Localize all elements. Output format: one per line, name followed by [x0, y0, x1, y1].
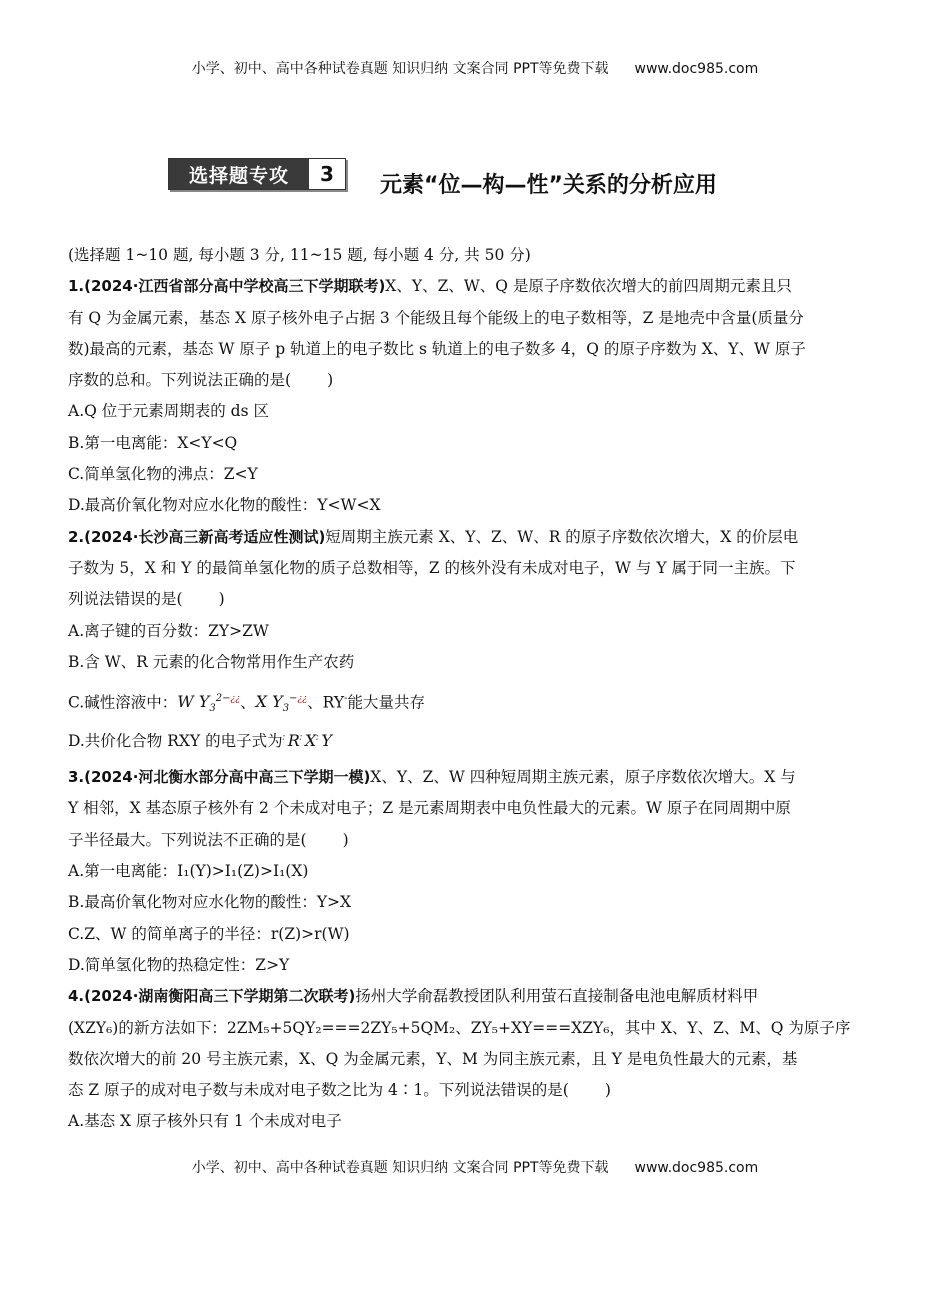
- q1-option-b: B.第一电离能：X<Y<Q: [68, 433, 238, 452]
- electron-formula: : R : X : Y: [283, 731, 332, 750]
- q3-line-1: 3.(2024·河北衡水部分高中高三下学期一模)X、Y、Z、W 四种短周期主族元素，原子序数依次增大。X 与: [68, 768, 796, 787]
- question-list: [68, 240, 883, 1138]
- q4-line-2: (XZY₆)的新方法如下：2ZM₅+5QY₂===2ZY₅+5QM₂、ZY₅+XY===XZY₆，其中 X、Y、Z、M、Q 为原子序: [68, 1018, 851, 1037]
- q1-source: 1.(2024·江西省部分高中学校高三下学期联考): [68, 277, 386, 296]
- header-text: 小学、初中、高中各种试卷真题 知识归纳 文案合同 PPT等免费下载: [191, 61, 609, 77]
- q1-option-d: D.最高价氧化物对应水化物的酸性：Y<W<X: [68, 496, 381, 515]
- q2-line-3: 列说法错误的是( ): [68, 590, 225, 609]
- q1-line-1: 1.(2024·江西省部分高中学校高三下学期联考)X、Y、Z、W、Q 是原子序数依次增大的前四周期元素且只: [68, 277, 792, 296]
- q1-line-3: 数)最高的元素，基态 W 原子 p 轨道上的电子数比 s 轨道上的电子数多 4，Q 的原子序数为 X、Y、W 原子: [68, 339, 806, 358]
- badge-label: 选择题专攻: [169, 159, 309, 189]
- page-footer: [0, 1157, 950, 1177]
- q3-option-b: B.最高价氧化物对应水化物的酸性：Y>X: [68, 893, 352, 912]
- intro-line: (选择题 1~10 题, 每小题 3 分, 11~15 题, 每小题 4 分, 共 50 分): [68, 246, 531, 264]
- section-title-row: [168, 156, 868, 200]
- q3-line-3: 子半径最大。下列说法不正确的是( ): [68, 830, 349, 849]
- q1-option-a: A.Q 位于元素周期表的 ds 区: [68, 402, 269, 421]
- header-site[interactable]: www.doc985.com: [634, 61, 759, 77]
- badge-number: 3: [309, 159, 345, 189]
- formula-wy3: W $Y_3^{2-¿¿}$: [177, 692, 241, 715]
- q3-option-d: D.简单氢化物的热稳定性：Z>Y: [68, 955, 290, 974]
- q2-option-a: A.离子键的百分数：ZY>ZW: [68, 621, 269, 640]
- page-header: [0, 58, 950, 78]
- q3-option-a: A.第一电离能：I₁(Y)>I₁(Z)>I₁(X): [68, 862, 309, 881]
- q4-line-1: 4.(2024·湖南衡阳高三下学期第二次联考)扬州大学俞磊教授团队利用萤石直接制备电池电解质材料甲: [68, 987, 759, 1006]
- formula-xy3: X $Y_3^{-¿¿}$: [255, 692, 308, 715]
- q4-source: 4.(2024·湖南衡阳高三下学期第二次联考): [68, 987, 356, 1006]
- q4-line-3: 数依次增大的前 20 号主族元素，X、Q 为金属元素，Y、M 为同主族元素，且 Y 是电负性最大的元素，基: [68, 1049, 798, 1068]
- q3-option-c: C.Z、W 的简单离子的半径：r(Z)>r(W): [68, 924, 350, 943]
- q1-option-c: C.简单氢化物的沸点：Z<Y: [68, 465, 258, 484]
- q4-line-4: 态 Z 原子的成对电子数与未成对电子数之比为 4∶1。下列说法错误的是( ): [68, 1081, 611, 1100]
- q1-line-2: 有 Q 为金属元素，基态 X 原子核外电子占据 3 个能级且每个能级上的电子数相等，Z 是地壳中含量(质量分: [68, 308, 804, 327]
- q4-option-a: A.基态 X 原子核外只有 1 个未成对电子: [68, 1112, 342, 1131]
- section-title: 元素“位—构—性”关系的分析应用: [380, 173, 717, 198]
- q2-option-c: C.碱性溶液中：W $Y_3^{2-¿¿}$、X $Y_3^{-¿¿}$、RY-能大量共存: [68, 692, 425, 715]
- section-badge: [168, 158, 346, 190]
- q2-line-2: 子数为 5，X 和 Y 的最简单氢化物的质子总数相等，Z 的核外没有未成对电子，W 与 Y 属于同一主族。下: [68, 558, 796, 577]
- q2-line-1: 2.(2024·长沙高三新高考适应性测试)短周期主族元素 X、Y、Z、W、R 的原子序数依次增大，X 的价层电: [68, 527, 799, 546]
- q2-option-b: B.含 W、R 元素的化合物常用作生产农药: [68, 652, 355, 671]
- q3-line-2: Y 相邻，X 基态原子核外有 2 个未成对电子；Z 是元素周期表中电负性最大的元素。W 原子在同周期中原: [68, 799, 791, 818]
- q1-line-4: 序数的总和。下列说法正确的是( ): [68, 371, 334, 390]
- footer-text: 小学、初中、高中各种试卷真题 知识归纳 文案合同 PPT等免费下载: [191, 1160, 609, 1176]
- q2-source: 2.(2024·长沙高三新高考适应性测试): [68, 527, 326, 546]
- q2-option-d: D.共价化合物 RXY 的电子式为 : R : X : Y: [68, 720, 883, 762]
- footer-site[interactable]: www.doc985.com: [634, 1160, 759, 1176]
- q3-source: 3.(2024·河北衡水部分高中高三下学期一模): [68, 768, 371, 787]
